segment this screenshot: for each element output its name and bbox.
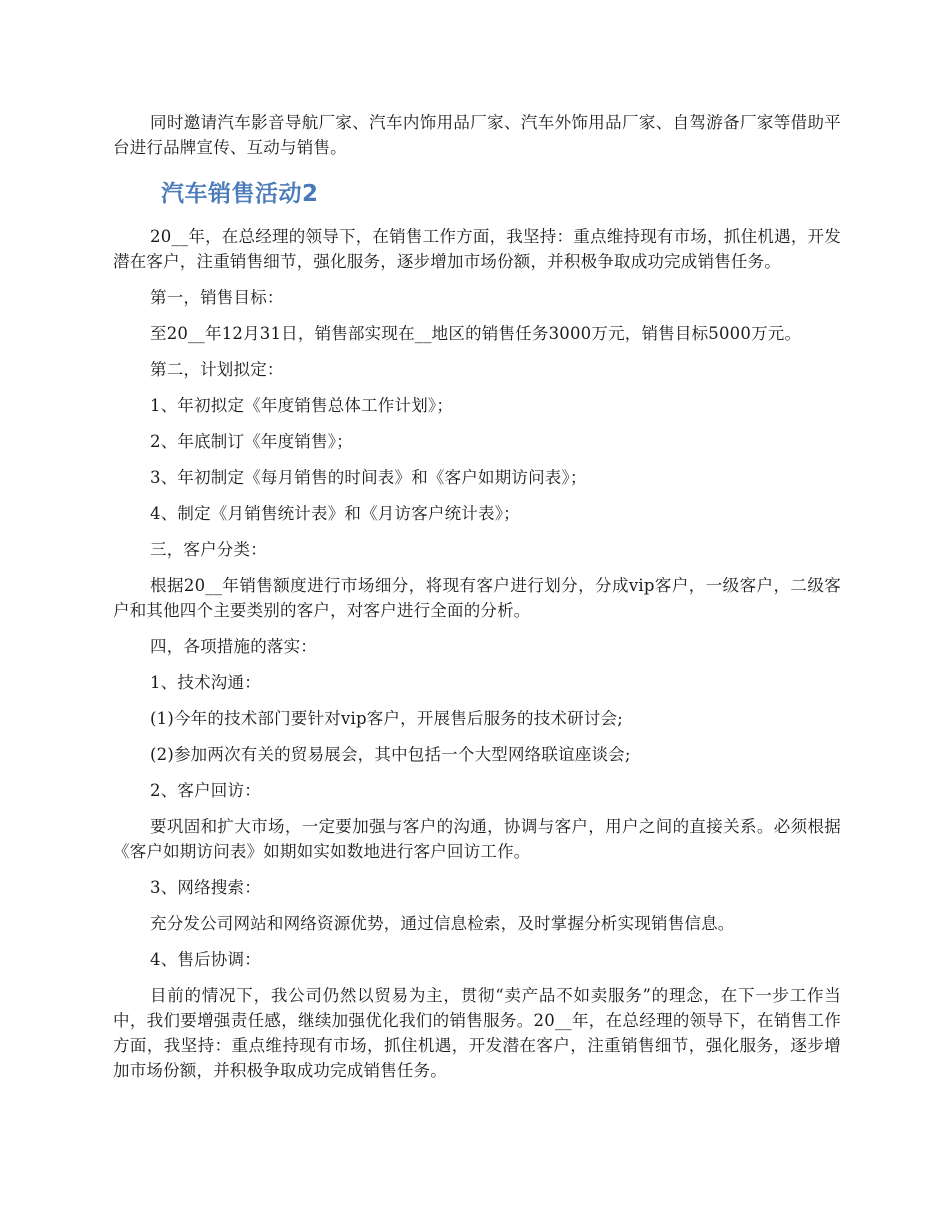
list-item: 2、客户回访： <box>150 781 261 800</box>
paragraph-aftersales-detail: 目前的情况下，我公司仍然以贸易为主，贯彻“卖产品不如卖服务”的理念，在下一步工作当中，我们要增强责任感，继续加强优化我们的销售服务。20__年，在总经理的领导下，在销售工作方面，我坚持：重点维持现有市场，抓住机遇，开发潜在客户，注重销售细节，强化服务，逐步增加市场份额，并积极争取成功完成销售任务。 <box>113 986 841 1080</box>
section-heading: 汽车销售活动2 <box>161 181 319 207</box>
paragraph-revisit-detail: 要巩固和扩大市场，一定要加强与客户的沟通，协调与客户，用户之间的直接关系。必须根据《客户如期访问表》如期如实如数地进行客户回访工作。 <box>113 817 841 861</box>
list-item: (1)今年的技术部门要针对vip客户，开展售后服务的技术研讨会; <box>150 709 623 728</box>
paragraph-goal-detail: 至20__年12月31日，销售部实现在__地区的销售任务3000万元，销售目标5000万元。 <box>150 324 802 343</box>
list-item: 2、年底制订《年度销售》； <box>150 432 353 451</box>
paragraph-network-detail: 充分发公司网站和网络资源优势，通过信息检索，及时掌握分析实现销售信息。 <box>150 914 735 933</box>
list-item: 1、年初拟定《年度销售总体工作计划》； <box>150 396 454 415</box>
list-item: 4、售后协调： <box>150 950 261 969</box>
paragraph-sales-review: 20__年，在总经理的领导下，在销售工作方面，我坚持：重点维持现有市场，抓住机遇，开发潜在客户，注重销售细节，强化服务，逐步增加市场份额，并积极争取成功完成销售任务。 <box>113 227 841 271</box>
paragraph-customer-detail: 根据20__年销售额度进行市场细分，将现有客户进行划分，分成vip客户，一级客户，二级客户和其他四个主要类别的客户，对客户进行全面的分析。 <box>113 576 841 620</box>
paragraph-customer-heading: 三，客户分类： <box>150 540 267 559</box>
document-page <box>113 110 841 1083</box>
paragraph-plan-heading: 第二，计划拟定： <box>150 360 284 379</box>
intro-paragraph: 同时邀请汽车影音导航厂家、汽车内饰用品厂家、汽车外饰用品厂家、自驾游备厂家等借助平台进行品牌宣传、互动与销售。 <box>113 113 841 157</box>
list-item: 1、技术沟通： <box>150 673 261 692</box>
list-item: 3、网络搜索： <box>150 878 261 897</box>
paragraph-measures-heading: 四，各项措施的落实： <box>150 637 317 656</box>
list-item: 4、制定《月销售统计表》和《月访客户统计表》； <box>150 504 520 523</box>
paragraph-goal-heading: 第一，销售目标： <box>150 288 284 307</box>
list-item: 3、年初制定《每月销售的时间表》和《客户如期访问表》； <box>150 468 587 487</box>
list-item: (2)参加两次有关的贸易展会，其中包括一个大型网络联谊座谈会; <box>150 745 631 764</box>
